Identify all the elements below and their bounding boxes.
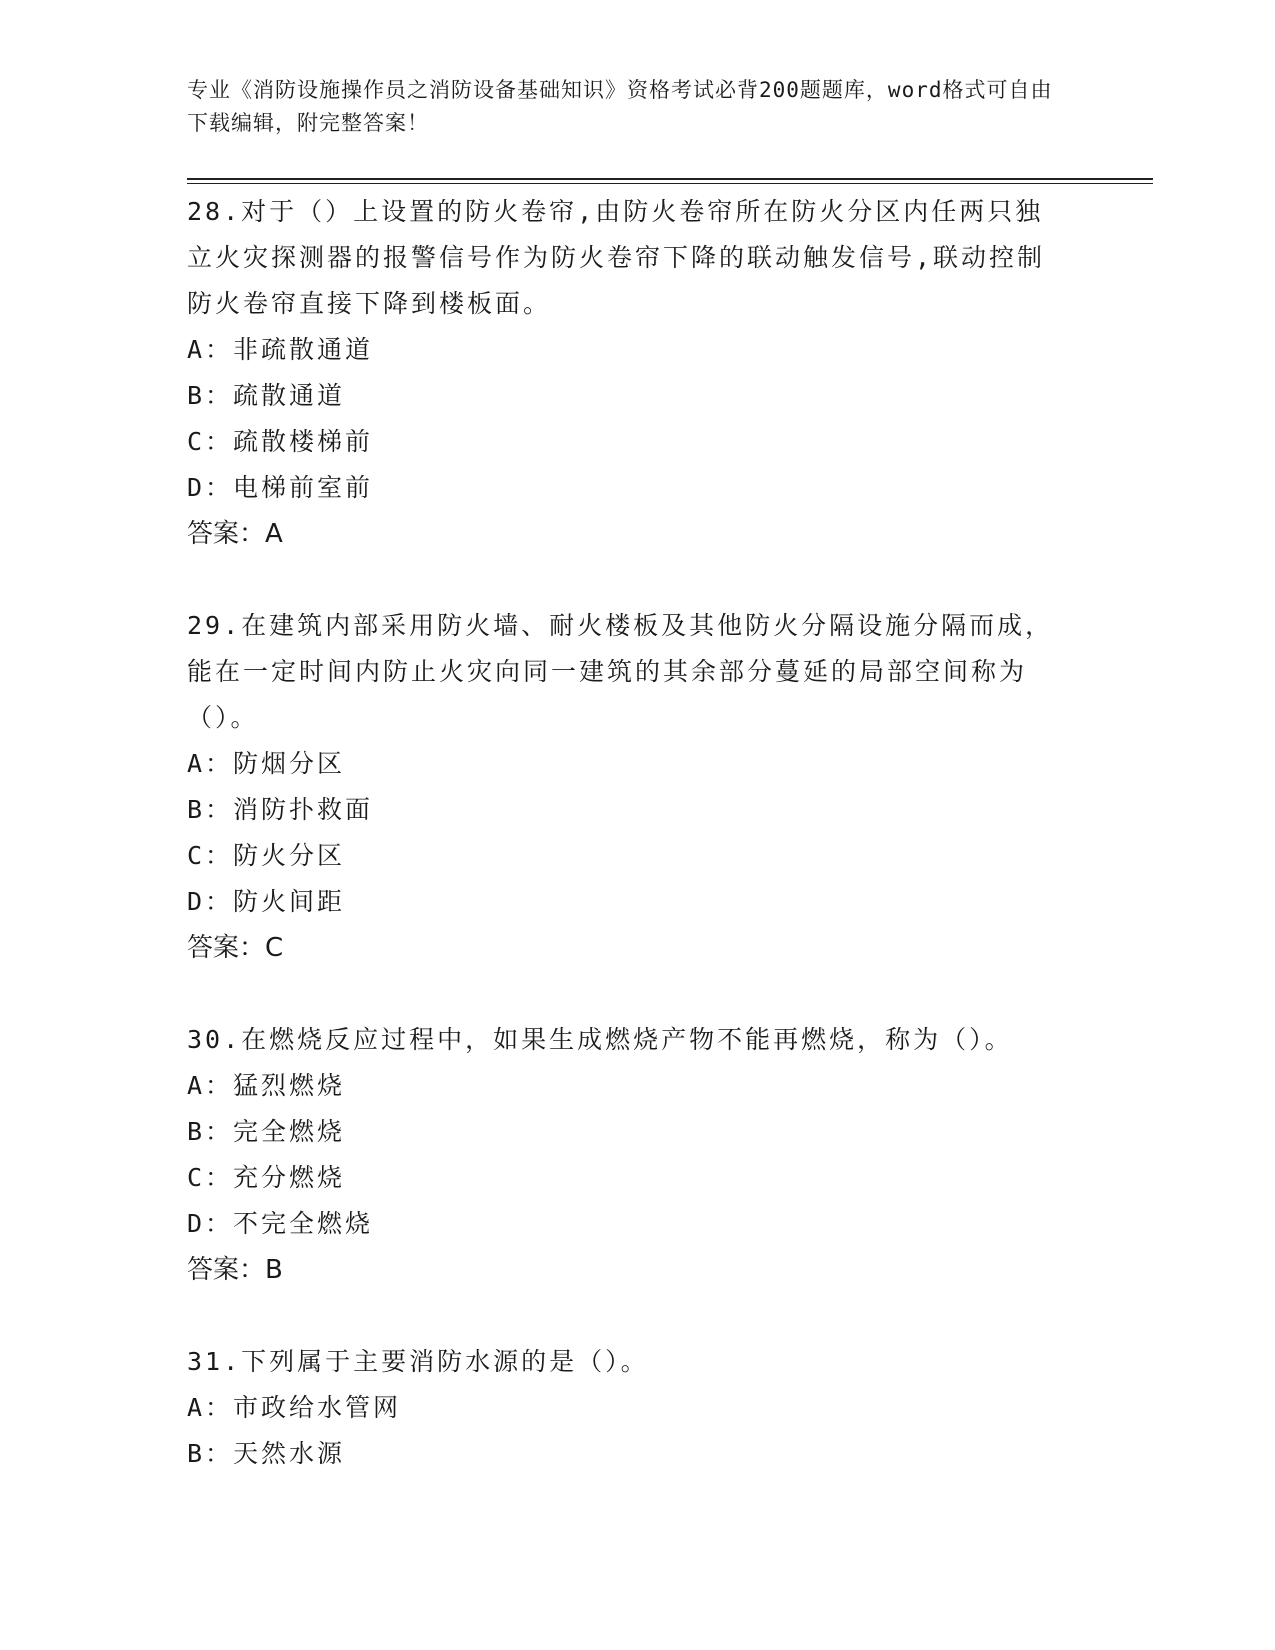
option-b: B：消防扑救面	[187, 795, 374, 824]
option-a: A：市政给水管网	[187, 1393, 402, 1422]
option-a: A：非疏散通道	[187, 335, 374, 364]
option-b: B：疏散通道	[187, 381, 346, 410]
answer: 答案：B	[187, 1255, 283, 1285]
option-c: C：充分燃烧	[187, 1163, 346, 1192]
answer: 答案：C	[187, 933, 284, 963]
option-b: B：完全燃烧	[187, 1117, 346, 1146]
option-c: C：防火分区	[187, 841, 346, 870]
question-30	[187, 1017, 1067, 1293]
option-b: B：天然水源	[187, 1439, 346, 1468]
answer: 答案：A	[187, 519, 283, 549]
option-c: C：疏散楼梯前	[187, 427, 374, 456]
header-rule-thin	[187, 183, 1153, 184]
option-a: A：猛烈燃烧	[187, 1071, 346, 1100]
option-a: A：防烟分区	[187, 749, 346, 778]
question-stem: 28.对于（）上设置的防火卷帘,由防火卷帘所在防火分区内任两只独立火灾探测器的报警信号作为防火卷帘下降的联动触发信号,联动控制防火卷帘直接下降到楼板面。	[187, 197, 1046, 318]
question-29	[187, 603, 1067, 971]
header-rule-thick	[187, 178, 1153, 180]
question-28	[187, 189, 1067, 557]
option-d: D：电梯前室前	[187, 473, 374, 502]
question-31	[187, 1339, 1067, 1477]
option-d: D：防火间距	[187, 887, 346, 916]
option-d: D：不完全燃烧	[187, 1209, 374, 1238]
question-list	[187, 189, 1067, 1523]
question-stem: 30.在燃烧反应过程中，如果生成燃烧产物不能再燃烧，称为（）。	[187, 1025, 1013, 1054]
question-stem: 31.下列属于主要消防水源的是（）。	[187, 1347, 649, 1376]
document-header: 专业《消防设施操作员之消防设备基础知识》资格考试必背200题题库，word格式可自由下载编辑，附完整答案！	[187, 78, 1053, 135]
question-stem: 29.在建筑内部采用防火墙、耐火楼板及其他防火分隔设施分隔而成，能在一定时间内防止火灾向同一建筑的其余部分蔓延的局部空间称为（）。	[187, 611, 1054, 732]
